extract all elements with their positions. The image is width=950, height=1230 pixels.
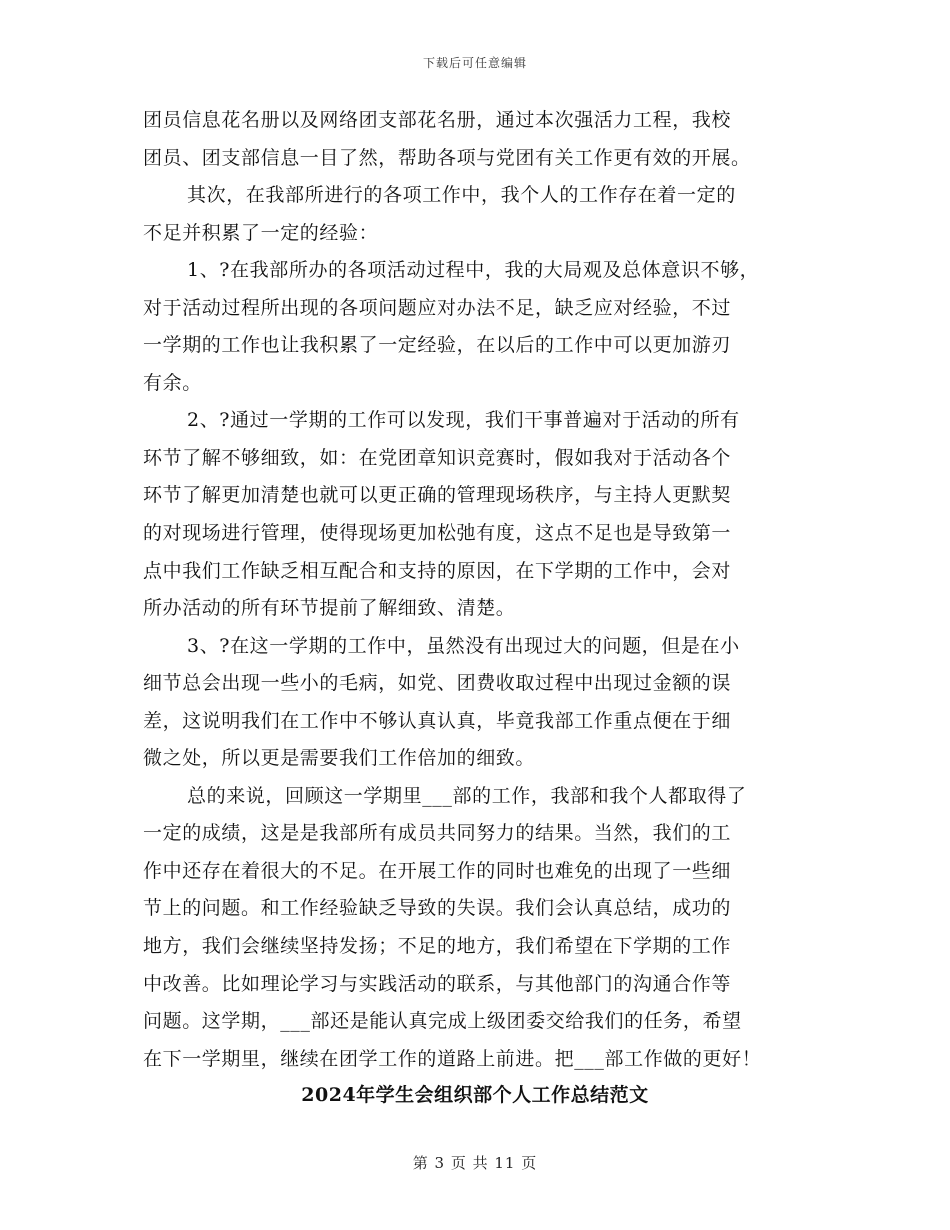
list-item-line: 差，这说明我们在工作中不够认真认真，毕竟我部工作重点便在于细	[143, 709, 732, 732]
list-item-line: 的对现场进行管理，使得现场更加松弛有度，这点不足也是导致第一	[143, 522, 732, 545]
paragraph-line: 团员信息花名册以及网络团支部花名册，通过本次强活力工程，我校	[143, 109, 732, 131]
list-item-line: 所办活动的所有环节提前了解细致、清楚。	[143, 597, 516, 620]
paragraph-line: 节上的问题。和工作经验缺乏导致的失误。我们会认真总结，成功的	[143, 897, 732, 920]
header-note: 下载后可任意编辑	[422, 56, 527, 70]
list-item-line: 1、?在我部所办的各项活动过程中，我的大局观及总体意识不够，	[187, 259, 760, 282]
list-item-line: 一学期的工作也让我积累了一定经验，在以后的工作中可以更加游刃	[143, 334, 732, 357]
list-item-line: 点中我们工作缺乏相互配合和支持的原因，在下学期的工作中，会对	[143, 559, 732, 582]
section-title: 2024年学生会组织部个人工作总结范文	[301, 1084, 649, 1106]
paragraph-line: 问题。这学期，___部还是能认真完成上级团委交给我们的任务，希望	[143, 1010, 742, 1033]
list-item-line: 有余。	[143, 371, 202, 394]
paragraph-line: 不足并积累了一定的经验：	[143, 221, 379, 244]
paragraph-line: 在下一学期里，继续在团学工作的道路上前进。把___部工作做的更好！	[143, 1047, 762, 1070]
paragraph-line: 作中还存在着很大的不足。在开展工作的同时也难免的出现了一些细	[143, 859, 732, 882]
list-item-line: 环节了解不够细致，如：在党团章知识竞赛时，假如我对于活动各个	[143, 446, 732, 469]
list-item-line: 细节总会出现一些小的毛病，如党、团费收取过程中出现过金额的误	[143, 672, 732, 695]
paragraph-line: 团员、团支部信息一目了然，帮助各项与党团有关工作更有效的开展。	[143, 146, 751, 169]
paragraph-line: 其次，在我部所进行的各项工作中，我个人的工作存在着一定的	[187, 184, 736, 207]
list-item-line: 2、?通过一学期的工作可以发现，我们干事普遍对于活动的所有	[187, 409, 740, 432]
list-item-line: 对于活动过程所出现的各项问题应对办法不足，缺乏应对经验，不过	[143, 296, 732, 319]
paragraph-line: 中改善。比如理论学习与实践活动的联系，与其他部门的沟通合作等	[143, 972, 732, 995]
list-item-line: 环节了解更加清楚也就可以更正确的管理现场秩序，与主持人更默契	[143, 484, 732, 507]
list-item-line: 3、?在这一学期的工作中，虽然没有出现过大的问题，但是在小	[187, 634, 740, 657]
list-item-line: 微之处，所以更是需要我们工作倍加的细致。	[143, 747, 536, 770]
paragraph-line: 地方，我们会继续坚持发扬；不足的地方，我们希望在下学期的工作	[143, 935, 732, 958]
page-number: 第 3 页 共 11 页	[412, 1154, 538, 1172]
paragraph-line: 总的来说，回顾这一学期里___部的工作，我部和我个人都取得了	[187, 784, 747, 807]
document-body	[143, 102, 808, 1078]
paragraph-line: 一定的成绩，这是是我部所有成员共同努力的结果。当然，我们的工	[143, 822, 732, 845]
